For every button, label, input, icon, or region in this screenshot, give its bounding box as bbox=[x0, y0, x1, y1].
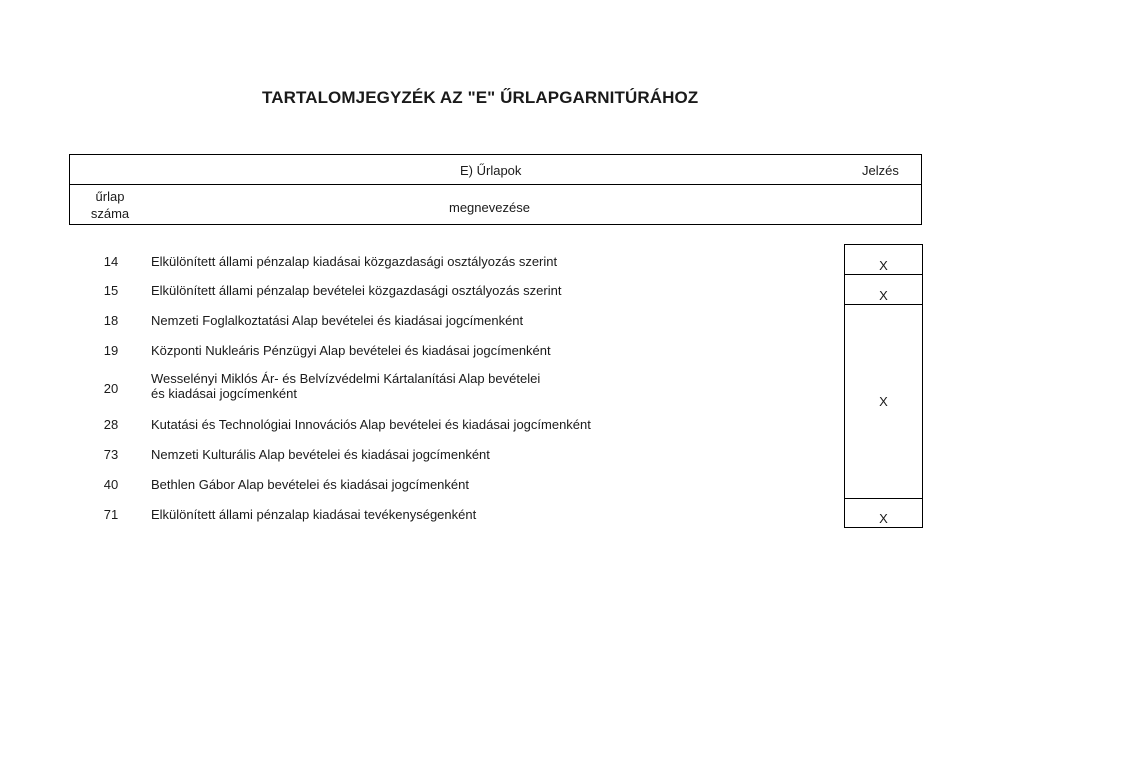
form-number: 20 bbox=[103, 381, 119, 396]
mark-x: X bbox=[879, 258, 888, 273]
mark-cell bbox=[844, 244, 923, 275]
forms-column-header: E) Űrlapok bbox=[460, 163, 522, 178]
form-number-header-line1: űrlap bbox=[95, 189, 125, 204]
form-number: 73 bbox=[103, 447, 119, 462]
form-name: Központi Nukleáris Pénzügyi Alap bevételei és kiadásai jogcímenként bbox=[151, 343, 551, 358]
form-number: 18 bbox=[103, 313, 119, 328]
document-title: TARTALOMJEGYZÉK AZ "E" ŰRLAPGARNITÚRÁHOZ bbox=[262, 88, 699, 107]
table-header bbox=[69, 154, 922, 225]
form-name-line2: és kiadásai jogcímenként bbox=[151, 386, 297, 401]
form-number-column-header bbox=[70, 188, 150, 222]
form-name: Elkülönített állami pénzalap kiadásai közgazdasági osztályozás szerint bbox=[151, 254, 558, 269]
form-name: Bethlen Gábor Alap bevételei és kiadásai jogcímenként bbox=[151, 477, 469, 492]
form-number-header-line2: száma bbox=[90, 206, 130, 221]
form-number: 19 bbox=[103, 343, 119, 358]
form-number: 15 bbox=[103, 283, 119, 298]
form-number: 71 bbox=[103, 507, 119, 522]
form-name: Kutatási és Technológiai Innovációs Alap bevételei és kiadásai jogcímenként bbox=[151, 417, 591, 432]
mark-x: X bbox=[879, 394, 888, 409]
form-number: 14 bbox=[103, 254, 119, 269]
form-number: 40 bbox=[103, 477, 119, 492]
form-name: Nemzeti Foglalkoztatási Alap bevételei és kiadásai jogcímenként bbox=[151, 313, 524, 328]
form-number: 28 bbox=[103, 417, 119, 432]
mark-cell bbox=[844, 498, 923, 528]
form-name bbox=[151, 371, 540, 401]
form-name-column-header: megnevezése bbox=[449, 200, 530, 215]
mark-cell bbox=[844, 274, 923, 305]
table-header-top-row bbox=[70, 155, 921, 185]
form-name: Elkülönített állami pénzalap bevételei közgazdasági osztályozás szerint bbox=[151, 283, 562, 298]
form-name: Elkülönített állami pénzalap kiadásai tevékenységenként bbox=[151, 507, 477, 522]
form-name: Nemzeti Kulturális Alap bevételei és kiadásai jogcímenként bbox=[151, 447, 490, 462]
mark-cell bbox=[844, 304, 923, 499]
form-name-line1: Wesselényi Miklós Ár- és Belvízvédelmi Kártalanítási Alap bevételei bbox=[151, 371, 541, 386]
mark-x: X bbox=[879, 511, 888, 526]
mark-column-header: Jelzés bbox=[862, 163, 899, 178]
mark-x: X bbox=[879, 288, 888, 303]
